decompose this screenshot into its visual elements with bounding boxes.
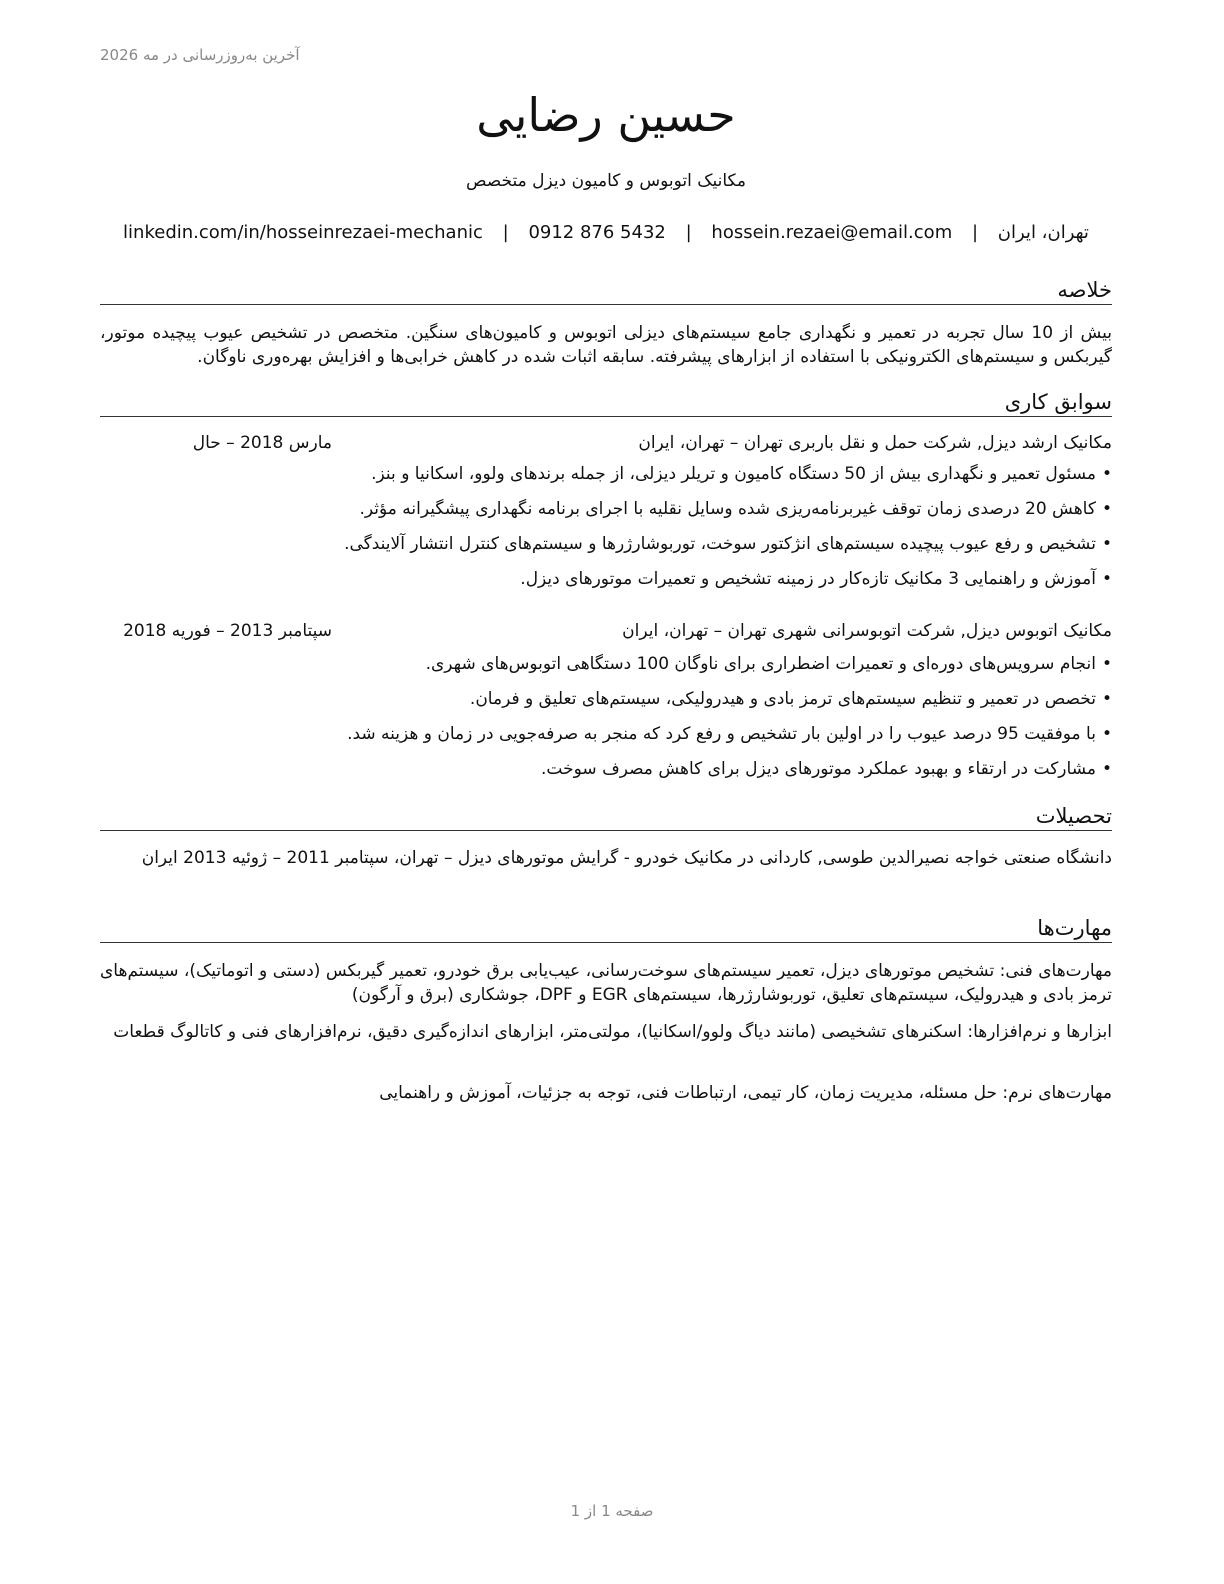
job-dates: مارس 2018 – حال (192, 433, 332, 453)
resume-page (100, 0, 1112, 1584)
contact-location: تهران، ایران (997, 222, 1089, 243)
education-text: دانشگاه صنعتی خواجه نصیرالدین طوسی, کاردانی در مکانیک خودرو - گرایش موتورهای دیزل – تهران، سپتامبر 2011 – ژوئیه 2013 ایران (141, 848, 1112, 868)
job-bullets (100, 462, 1112, 602)
skills-soft: مهارت‌های نرم: حل مسئله، مدیریت زمان، کار تیمی، ارتباطات فنی، توجه به جزئیات، آموزش و راهنمایی (379, 1083, 1112, 1103)
summary-text: بیش از 10 سال تجربه در تعمیر و نگهداری جامع سیستم‌های دیزلی اتوبوس و کامیون‌های سنگین. متخصص در تشخیص عیوب پیچیده موتور، گیربکس و سیستم‌های الکترونیکی با استفاده از ابزارهای پیشرفته. سابقه اثبات شده در کاهش خرابی‌ها و افزایش بهره‌وری ناوگان. (100, 323, 1113, 367)
last-updated-note: آخرین به‌روزرسانی در مه 2026 (100, 46, 300, 64)
list-item: •با موفقیت 95 درصد عیوب را در اولین بار تشخیص و رفع کرد که منجر به صرفه‌جویی در زمان و هزینه شد. (347, 724, 1112, 744)
candidate-name: حسین رضایی (476, 88, 736, 142)
job-role: مکانیک ارشد دیزل, شرکت حمل و نقل باربری تهران – تهران، ایران (638, 433, 1112, 453)
experience-heading: سوابق کاری (100, 388, 1112, 417)
list-item: •انجام سرویس‌های دوره‌ای و تعمیرات اضطراری برای ناوگان 100 دستگاهی اتوبوس‌های شهری. (425, 654, 1112, 674)
contact-line (100, 222, 1112, 243)
job-title: مکانیک اتوبوس و کامیون دیزل متخصص (465, 171, 747, 191)
contact-phone[interactable]: 0912 876 5432 (528, 222, 666, 243)
summary-heading: خلاصه (100, 276, 1112, 305)
list-item: •مشارکت در ارتقاء و بهبود عملکرد موتورهای دیزل برای کاهش مصرف سوخت. (541, 759, 1112, 779)
job-dates: سپتامبر 2013 – فوریه 2018 (123, 621, 332, 641)
contact-separator: | (685, 222, 692, 243)
contact-separator: | (502, 222, 509, 243)
list-item: •تخصص در تعمیر و تنظیم سیستم‌های ترمز بادی و هیدرولیکی، سیستم‌های تعلیق و فرمان. (469, 689, 1112, 709)
skills-heading: مهارت‌ها (100, 914, 1112, 943)
skills-tools: ابزارها و نرم‌افزارها: اسکنرهای تشخیصی (مانند دیاگ ولوو/اسکانیا)، مولتی‌متر، ابزارهای اندازه‌گیری دقیق، نرم‌افزارهای فنی و کاتالوگ قطعات (113, 1022, 1112, 1042)
page-number: صفحه 1 از 1 (570, 1502, 654, 1520)
skills-technical: مهارت‌های فنی: تشخیص موتورهای دیزل، تعمیر سیستم‌های سوخت‌رسانی، عیب‌یابی برق خودرو، تعمیر گیربکس (دستی و اتوماتیک)، سیستم‌های ترمز بادی و هیدرولیک، سیستم‌های تعلیق، توربوشارژرها، سیستم‌های EGR و DPF، جوشکاری (برق و آرگون) (100, 961, 1112, 1005)
job-header (100, 621, 1112, 645)
list-item: •تشخیص و رفع عیوب پیچیده سیستم‌های انژکتور سوخت، توربوشارژرها و سیستم‌های کنترل انتشار آلایندگی. (344, 534, 1112, 554)
job-header (100, 433, 1112, 457)
contact-email[interactable]: hossein.rezaei@email.com (711, 222, 953, 243)
job-bullets (100, 652, 1112, 792)
list-item: •مسئول تعمیر و نگهداری بیش از 50 دستگاه کامیون و تریلر دیزلی، از جمله برندهای ولوو، اسکانیا و بنز. (371, 464, 1112, 484)
list-item: •آموزش و راهنمایی 3 مکانیک تازه‌کار در زمینه تشخیص و تعمیرات موتورهای دیزل. (520, 569, 1112, 589)
education-heading: تحصیلات (100, 802, 1112, 831)
list-item: •کاهش 20 درصدی زمان توقف غیربرنامه‌ریزی شده وسایل نقلیه با اجرای برنامه نگهداری پیشگیرانه مؤثر. (359, 499, 1112, 519)
job-role: مکانیک اتوبوس دیزل, شرکت اتوبوسرانی شهری تهران – تهران، ایران (622, 621, 1112, 641)
contact-linkedin[interactable]: linkedin.com/in/hosseinrezaei-mechanic (123, 222, 483, 243)
contact-separator: | (971, 222, 979, 243)
